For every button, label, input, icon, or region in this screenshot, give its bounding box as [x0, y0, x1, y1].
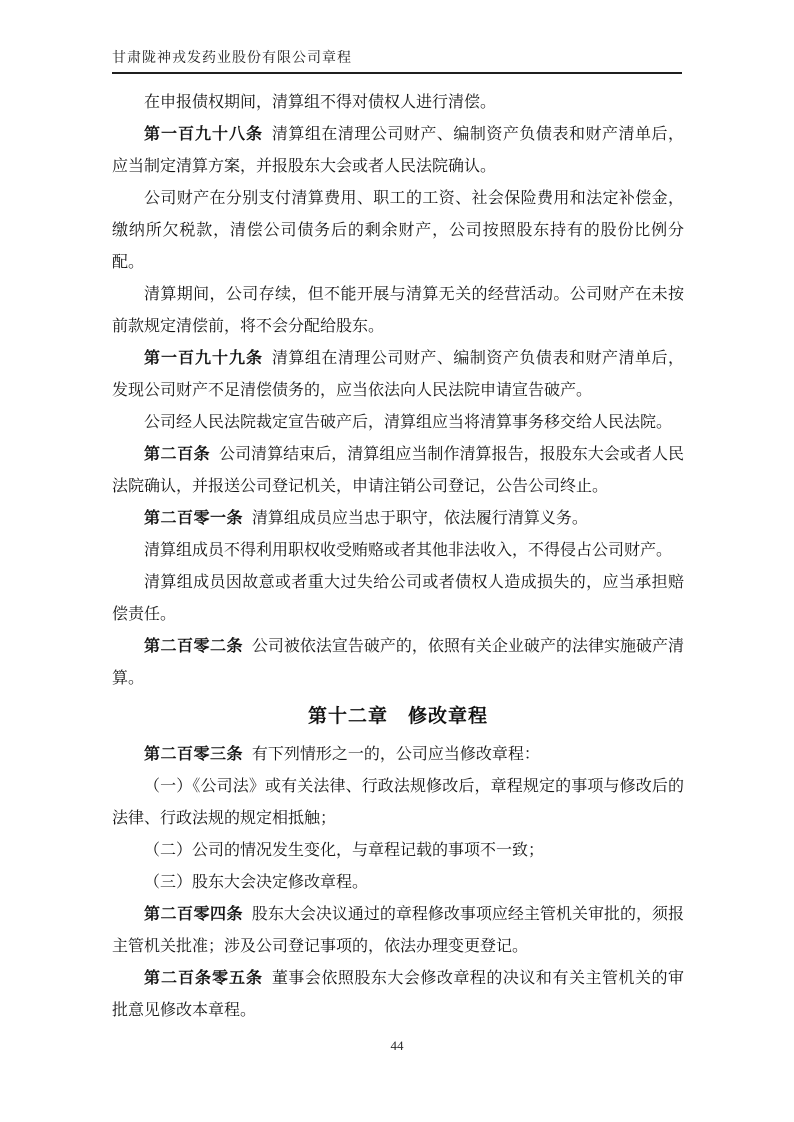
page-header	[112, 50, 682, 74]
paragraph	[112, 631, 684, 695]
paragraph	[112, 87, 684, 119]
paragraph-text: 清算期间，公司存续，但不能开展与清算无关的经营活动。公司财产在未按前款规定清偿前，将不会分配给股东。	[112, 286, 684, 335]
article-number: 第二百条零五条	[144, 970, 264, 987]
page-number: 44	[390, 1038, 404, 1053]
paragraph	[112, 535, 684, 567]
paragraph-text: （一）《公司法》或有关法律、行政法规修改后，章程规定的事项与修改后的法律、行政法规的规定相抵触；	[112, 778, 684, 827]
paragraph	[112, 439, 684, 503]
document-title: 甘肃陇神戎发药业股份有限公司章程	[112, 51, 352, 66]
paragraph	[112, 963, 684, 1027]
article-number: 第一百九十八条	[144, 126, 264, 143]
page-footer	[0, 1038, 794, 1054]
paragraph-text: 清算组成员不得利用职权收受贿赂或者其他非法收入，不得侵占公司财产。	[144, 542, 673, 559]
chapter-heading: 第十二章 修改章程	[307, 706, 488, 727]
paragraph	[112, 343, 684, 407]
paragraph	[112, 867, 684, 899]
paragraph-text: （二）公司的情况发生变化，与章程记载的事项不一致；	[144, 842, 545, 859]
paragraph	[112, 503, 684, 535]
paragraph-text: （三）股东大会决定修改章程。	[144, 874, 369, 891]
paragraph	[112, 835, 684, 867]
paragraph	[112, 119, 684, 183]
paragraph-text: 清算组在清理公司财产、编制资产负债表和财产清单后，发现公司财产不足清偿债务的，应当依法向人民法院申请宣告破产。	[112, 350, 684, 399]
paragraph	[112, 183, 684, 279]
article-number: 第二百零二条	[144, 638, 244, 655]
paragraph	[112, 899, 684, 963]
article-number: 第二百零一条	[144, 510, 244, 527]
article-number: 第二百条	[144, 446, 211, 463]
article-number: 第二百零三条	[144, 746, 244, 763]
paragraph-text: 公司经人民法院裁定宣告破产后，清算组应当将清算事务移交给人民法院。	[144, 414, 673, 431]
paragraph	[112, 407, 684, 439]
paragraph-text: 清算组成员应当忠于职守，依法履行清算义务。	[251, 510, 588, 527]
paragraph-text: 公司财产在分别支付清算费用、职工的工资、社会保险费用和法定补偿金，缴纳所欠税款，清偿公司债务后的剩余财产，公司按照股东持有的股份比例分配。	[112, 190, 684, 271]
paragraph-text: 公司被依法宣告破产的，依照有关企业破产的法律实施破产清算。	[112, 638, 684, 687]
paragraph	[112, 279, 684, 343]
article-number: 第二百零四条	[144, 906, 244, 923]
paragraph	[112, 739, 684, 771]
paragraph-text: 清算组在清理公司财产、编制资产负债表和财产清单后，应当制定清算方案，并报股东大会或者人民法院确认。	[112, 126, 684, 175]
paragraph	[112, 771, 684, 835]
paragraph-text: 在申报债权期间，清算组不得对债权人进行清偿。	[144, 94, 497, 111]
paragraph-text: 公司清算结束后，清算组应当制作清算报告，报股东大会或者人民法院确认，并报送公司登记机关，申请注销公司登记，公告公司终止。	[112, 446, 684, 495]
paragraph-text: 股东大会决议通过的章程修改事项应经主管机关审批的，须报主管机关批准；涉及公司登记事项的，依法办理变更登记。	[112, 906, 684, 955]
article-number: 第一百九十九条	[144, 350, 264, 367]
paragraph-text: 董事会依照股东大会修改章程的决议和有关主管机关的审批意见修改本章程。	[112, 970, 684, 1019]
document-body	[112, 87, 684, 1027]
paragraph-text: 清算组成员因故意或者重大过失给公司或者债权人造成损失的，应当承担赔偿责任。	[112, 574, 684, 623]
paragraph-text: 有下列情形之一的，公司应当修改章程：	[251, 746, 540, 763]
paragraph	[112, 567, 684, 631]
